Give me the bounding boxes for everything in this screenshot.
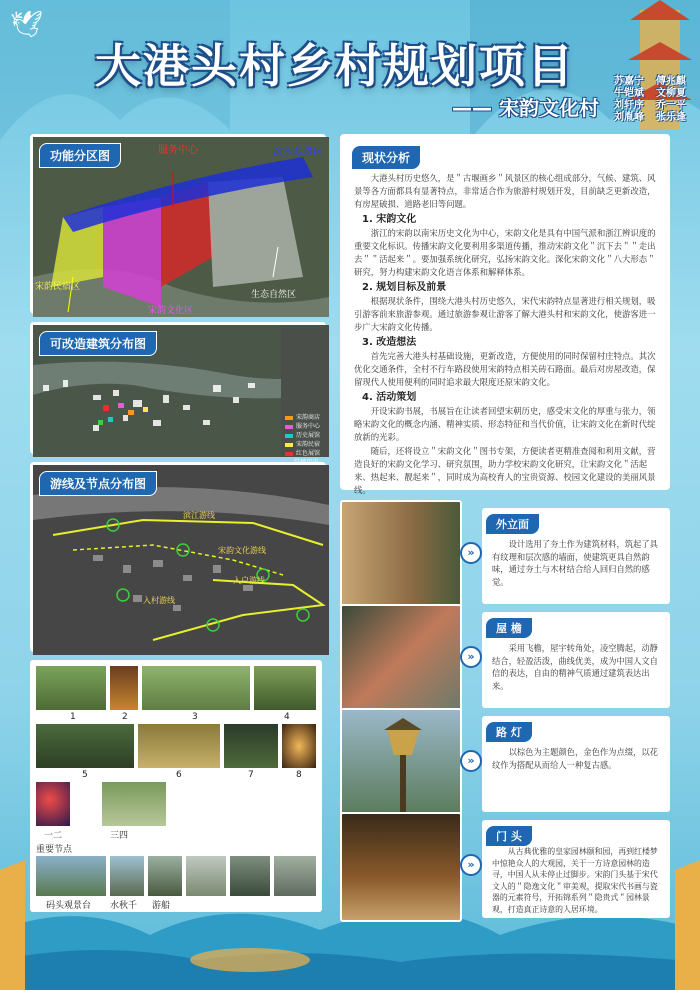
feature-heading: 屋 檐	[486, 618, 532, 638]
legend-label: 服务中心	[296, 423, 321, 430]
zone-label-river: 滨水观景区	[273, 147, 323, 158]
node-label: 水秋千	[110, 901, 138, 911]
feature-text: 设计选用了夯土作为建筑材料，筑起了具有纹理和层次感的墙面，使建筑更具自然韵味，通过夯土与木材结合给人回归自然的感觉。	[492, 539, 658, 587]
author-name: 文柳夏	[656, 88, 686, 99]
feature-text-box	[482, 716, 670, 812]
feature-card-facade	[340, 500, 670, 610]
photo-lanterns	[36, 782, 70, 826]
photo-number: 6	[176, 770, 182, 780]
photo-number: 2	[122, 712, 128, 722]
legend-item	[285, 449, 323, 458]
legend-item	[285, 413, 323, 422]
section-text: 浙江的宋韵以南宋历史文化为中心，宋韵文化是具有中国气派和浙江辨识度的重要文化标识。传播宋韵文化要利用多渠道传播，推动宋韵文化＂沉下去＂＂走出去＂＂活起来＂。要加强系统化研究，弘扬宋韵文化。深化宋韵文化＂八大形态＂研究，努力构建宋韵文化语言体系和解释体系。	[354, 228, 656, 277]
photo-4	[254, 666, 316, 710]
photo-number: 7	[248, 770, 254, 780]
node-label: 码头观景台	[46, 901, 92, 911]
author-name: 刘胤峰	[614, 112, 644, 123]
arrow-icon: »	[460, 646, 482, 668]
zoning-map-tag: 功能分区图	[39, 143, 121, 168]
legend-label: 历史展馆	[296, 432, 321, 439]
gate-photo	[340, 812, 462, 922]
arrow-icon: »	[460, 854, 482, 876]
section-text: 开设宋韵书展，书展旨在让读者回望宋朝历史，感受宋文化的厚重与张力，领略宋韵文化的概念内涵、精神实质、形态特征和当代价值，让宋韵文化在新时代绽放新的光彩。	[354, 406, 656, 442]
route-label: 入村游线	[143, 596, 175, 605]
feature-text-box	[482, 820, 670, 918]
legend-label: 宋韵民宿	[296, 441, 321, 448]
section-title: 3. 改造想法	[362, 337, 417, 348]
feature-card-eaves	[340, 604, 670, 714]
photo-3	[142, 666, 250, 710]
section-text: 根据现状条件，围绕大港头村历史悠久，宋代宋韵特点显著进行相关规划，吸引游客前来旅游参观。通过旅游参观让游客了解大港头村和宋韵文化，使游客进一步广大宋韵文化传播。	[354, 296, 656, 332]
zone-label-culture: 宋韵文化区	[148, 306, 194, 316]
node-photo	[148, 856, 182, 896]
author-name: 乔一平	[656, 100, 686, 111]
node-photo	[186, 856, 226, 896]
photo-7	[224, 724, 278, 768]
node-label: 游船	[152, 901, 171, 911]
zone-label-center: 服务中心	[158, 145, 198, 156]
function-zoning-map	[30, 134, 326, 314]
legend-label: 红色展馆	[296, 450, 321, 457]
legend-label: 宋韵商店	[296, 414, 321, 421]
poster-title: 大港头村乡村规划项目	[95, 39, 575, 93]
legend-item	[285, 422, 323, 431]
photo-number: 三四	[110, 831, 129, 841]
photo-number: 1	[70, 712, 76, 722]
status-intro: 大港头村历史悠久，是＂古堰画乡＂风景区的核心组成部分，气候、建筑、风景等各方面都具有显著特点，非常适合作为旅游村规划开发，目前缺乏更新改造，有房屋破损、道路老旧等问题。	[354, 173, 656, 209]
eaves-photo	[340, 604, 462, 714]
node-photo	[110, 856, 144, 896]
feature-text-box	[482, 612, 670, 708]
legend-swatch	[285, 443, 293, 447]
poster-subtitle: —— 宋韵文化村	[452, 96, 599, 120]
important-nodes-label: 重要节点	[36, 845, 73, 855]
legend-swatch	[285, 434, 293, 438]
feature-heading: 门 头	[486, 826, 532, 846]
zone-label-homestay: 宋韵民宿区	[35, 282, 81, 292]
photo-number: 3	[192, 712, 198, 722]
status-analysis-panel	[340, 134, 670, 495]
photo-2	[110, 666, 138, 710]
photo-number: 8	[296, 770, 302, 780]
legend-swatch	[285, 416, 293, 420]
building-distribution-map	[30, 322, 326, 457]
node-photo	[230, 856, 270, 896]
route-label: 滨江游线	[183, 511, 215, 520]
route-map-tag: 游线及节点分布图	[39, 471, 157, 496]
status-analysis-heading: 现状分析	[352, 146, 420, 169]
photo-courtyard	[102, 782, 166, 826]
section-text: 首先完善大港头村基础设施，更新改造，方便使用的同时保留村庄特点。其次优化交通条件，全村不行车路段使用宋韵特点相关砖石路面。最后对房屋改造，保留现代人使用便利的同时追求最大限度还原宋韵文化。	[354, 351, 656, 387]
feature-text: 从古典优雅的皇家园林颐和园，再到红楼梦中惊艳众人的大观园，关于一方诗意园林的造寻，中国人从未停止过脚步。宋韵门头基于宋代文人的＂隐逸文化＂审美观，提取宋代书画与瓷器的元素符号，开拓锦系列＂隐贵式＂园林景观，打造真正诗意的人居环境。	[492, 847, 658, 914]
feature-text: 采用飞檐，屋宇转角处，凌空腾起，动静结合，轻盈活泼，曲线优美，成为中国人文自信的表达，自由的精神气质通过建筑表达出来。	[492, 643, 658, 691]
photo-number: 5	[82, 770, 88, 780]
facade-photo	[340, 500, 462, 610]
feature-heading: 路 灯	[486, 722, 532, 742]
legend-swatch	[285, 425, 293, 429]
feature-heading: 外立面	[486, 514, 539, 534]
streetlamp-photo	[340, 708, 462, 818]
author-name: 刘轩序	[614, 100, 644, 111]
arrow-icon: »	[460, 750, 482, 772]
author-list	[614, 76, 696, 124]
node-photo-grid	[30, 660, 322, 912]
legend-item	[285, 431, 323, 440]
route-label: 宋韵文化游线	[218, 546, 266, 555]
crane-icon: 🕊	[10, 10, 44, 40]
feature-text: 以棕色为主题颜色，金色作为点缀，以花纹作为搭配从而给人一种复古感。	[492, 747, 658, 770]
photo-1	[36, 666, 106, 710]
author-name: 傅兆麒	[656, 76, 686, 87]
legend-swatch	[285, 452, 293, 456]
section-text: 随后，还将设立＂宋韵文化＂图书专架，方便读者更精准查阅和利用文献，营造良好的宋韵文化学习、研究氛围，助力学校宋韵文化研究，让宋韵文化＂活起来、热起来、靓起来＂，同时成为高校育人的宝贵资源、校园文化建设的美丽风景线。	[354, 446, 656, 495]
node-photo	[274, 856, 316, 896]
section-title: 2. 规划目标及前景	[362, 282, 447, 293]
photo-number: 一二	[44, 831, 63, 841]
route-label: 入户游线	[233, 576, 265, 585]
author-name: 牛铠斌	[614, 88, 644, 99]
photo-number: 4	[284, 712, 290, 722]
legend-item	[285, 440, 323, 449]
node-photo	[36, 856, 106, 896]
photo-5	[36, 724, 134, 768]
building-map-tag: 可改造建筑分布图	[39, 331, 157, 356]
feature-card-gate	[340, 812, 670, 922]
section-title: 4. 活动策划	[362, 392, 417, 403]
lamp-icon	[342, 710, 464, 820]
feature-card-streetlamp	[340, 708, 670, 818]
arrow-icon: »	[460, 542, 482, 564]
section-title: 1. 宋韵文化	[362, 214, 417, 225]
author-name: 苏嘉宁	[614, 76, 644, 87]
author-name: 张乐逢	[656, 112, 686, 123]
photo-8	[282, 724, 316, 768]
status-analysis-body	[354, 172, 656, 498]
photo-6	[138, 724, 220, 768]
feature-text-box	[482, 508, 670, 604]
route-node-map	[30, 462, 326, 652]
zone-label-nature: 生态自然区	[251, 290, 297, 300]
